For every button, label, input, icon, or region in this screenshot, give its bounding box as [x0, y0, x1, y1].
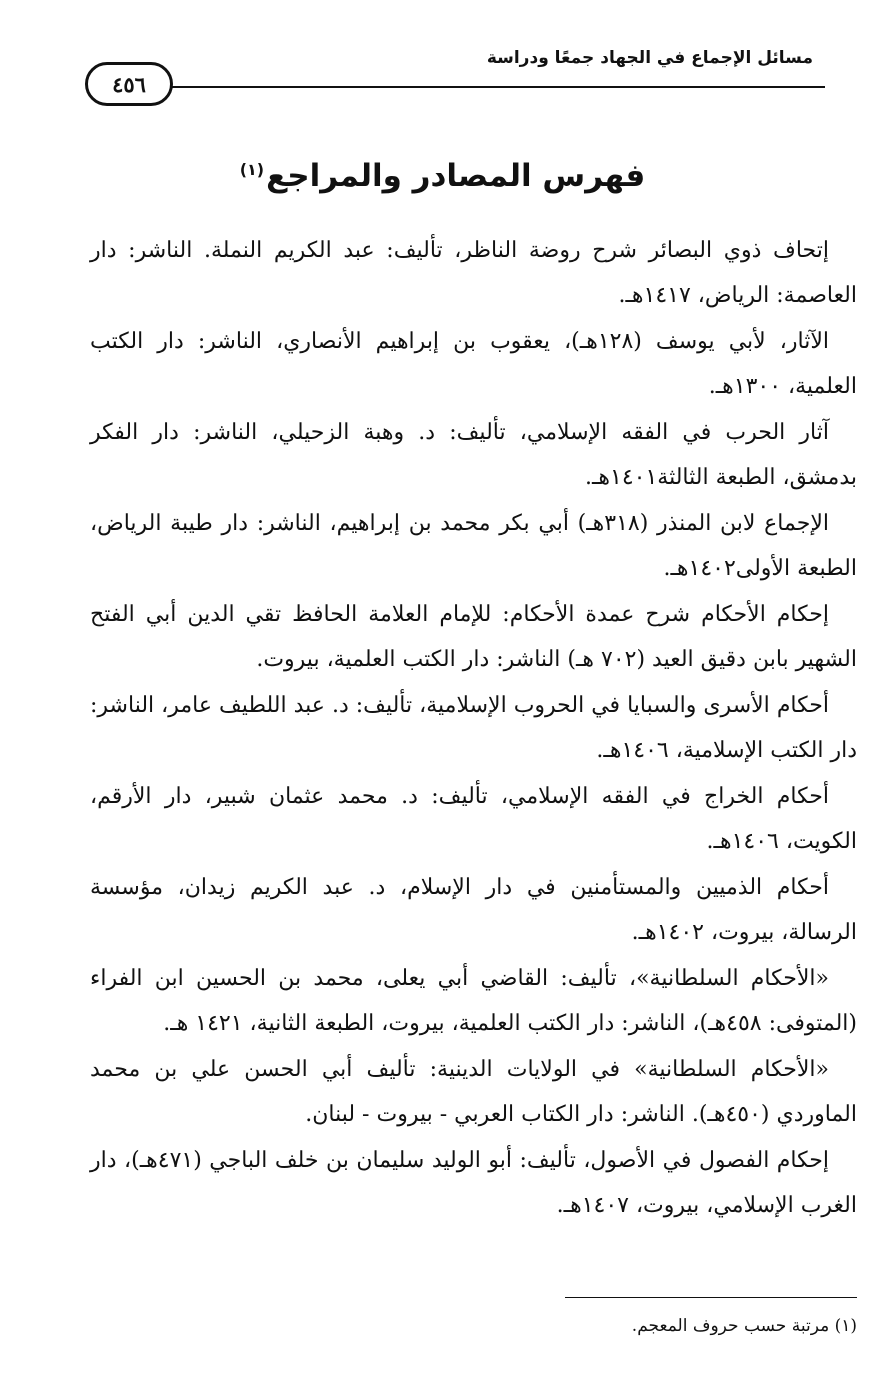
bibliography-entry: إحكام الأحكام شرح عمدة الأحكام: للإمام العلامة الحافظ تقي الدين أبي الفتح الشهير بابن دقيق العيد (٧٠٢ هـ) الناشر: دار الكتب العلمية، بيروت.	[90, 602, 857, 672]
page-number: ٤٥٦	[85, 62, 173, 106]
footnote: (١) مرتبة حسب حروف المعجم.	[631, 1316, 857, 1336]
page-header	[85, 40, 825, 110]
bibliography-entry: إحكام الفصول في الأصول، تأليف: أبو الوليد سليمان بن خلف الباجي (٤٧١هـ)، دار الغرب الإسلامي، بيروت، ١٤٠٧هـ.	[90, 1148, 857, 1218]
bibliography-list	[90, 228, 857, 1229]
bibliography-entry: أحكام الذميين والمستأمنين في دار الإسلام، د. عبد الكريم زيدان، مؤسسة الرسالة، بيروت، ١٤٠٢هـ.	[90, 875, 857, 945]
title-footnote-marker: (١)	[239, 159, 265, 179]
bibliography-entry: «الأحكام السلطانية» في الولايات الدينية: تأليف أبي الحسن علي بن محمد الماوردي (٤٥٠هـ). الناشر: دار الكتاب العربي - بيروت - لبنان.	[90, 1057, 857, 1127]
running-title: مسائل الإجماع في الجهاد جمعًا ودراسة	[486, 48, 813, 68]
bibliography-entry: الإجماع لابن المنذر (٣١٨هـ) أبي بكر محمد بن إبراهيم، الناشر: دار طيبة الرياض، الطبعة الأولى١٤٠٢هـ.	[90, 511, 857, 581]
bibliography-entry: أحكام الأسرى والسبايا في الحروب الإسلامية، تأليف: د. عبد اللطيف عامر، الناشر: دار الكتب الإسلامية، ١٤٠٦هـ.	[90, 693, 857, 763]
header-rule	[145, 86, 825, 88]
bibliography-entry: إتحاف ذوي البصائر شرح روضة الناظر، تأليف: عبد الكريم النملة. الناشر: دار العاصمة: الرياض، ١٤١٧هـ.	[90, 238, 857, 308]
page-title	[0, 158, 885, 194]
bibliography-entry: «الأحكام السلطانية»، تأليف: القاضي أبي يعلى، محمد بن الحسين ابن الفراء (المتوفى: ٤٥٨هـ)، الناشر: دار الكتب العلمية، بيروت، الطبعة الثانية، ١٤٢١ هـ.	[90, 966, 857, 1036]
title-text: فهرس المصادر والمراجع	[266, 158, 646, 194]
bibliography-entry: آثار الحرب في الفقه الإسلامي، تأليف: د. وهبة الزحيلي، الناشر: دار الفكر بدمشق، الطبعة الثالثة١٤٠١هـ.	[90, 420, 857, 490]
bibliography-entry: أحكام الخراج في الفقه الإسلامي، تأليف: د. محمد عثمان شبير، دار الأرقم، الكويت، ١٤٠٦هـ.	[90, 784, 857, 854]
bibliography-entry: الآثار، لأبي يوسف (١٢٨هـ)، يعقوب بن إبراهيم الأنصاري، الناشر: دار الكتب العلمية، ١٣٠٠هـ.	[90, 329, 857, 399]
footnote-separator	[565, 1297, 857, 1298]
